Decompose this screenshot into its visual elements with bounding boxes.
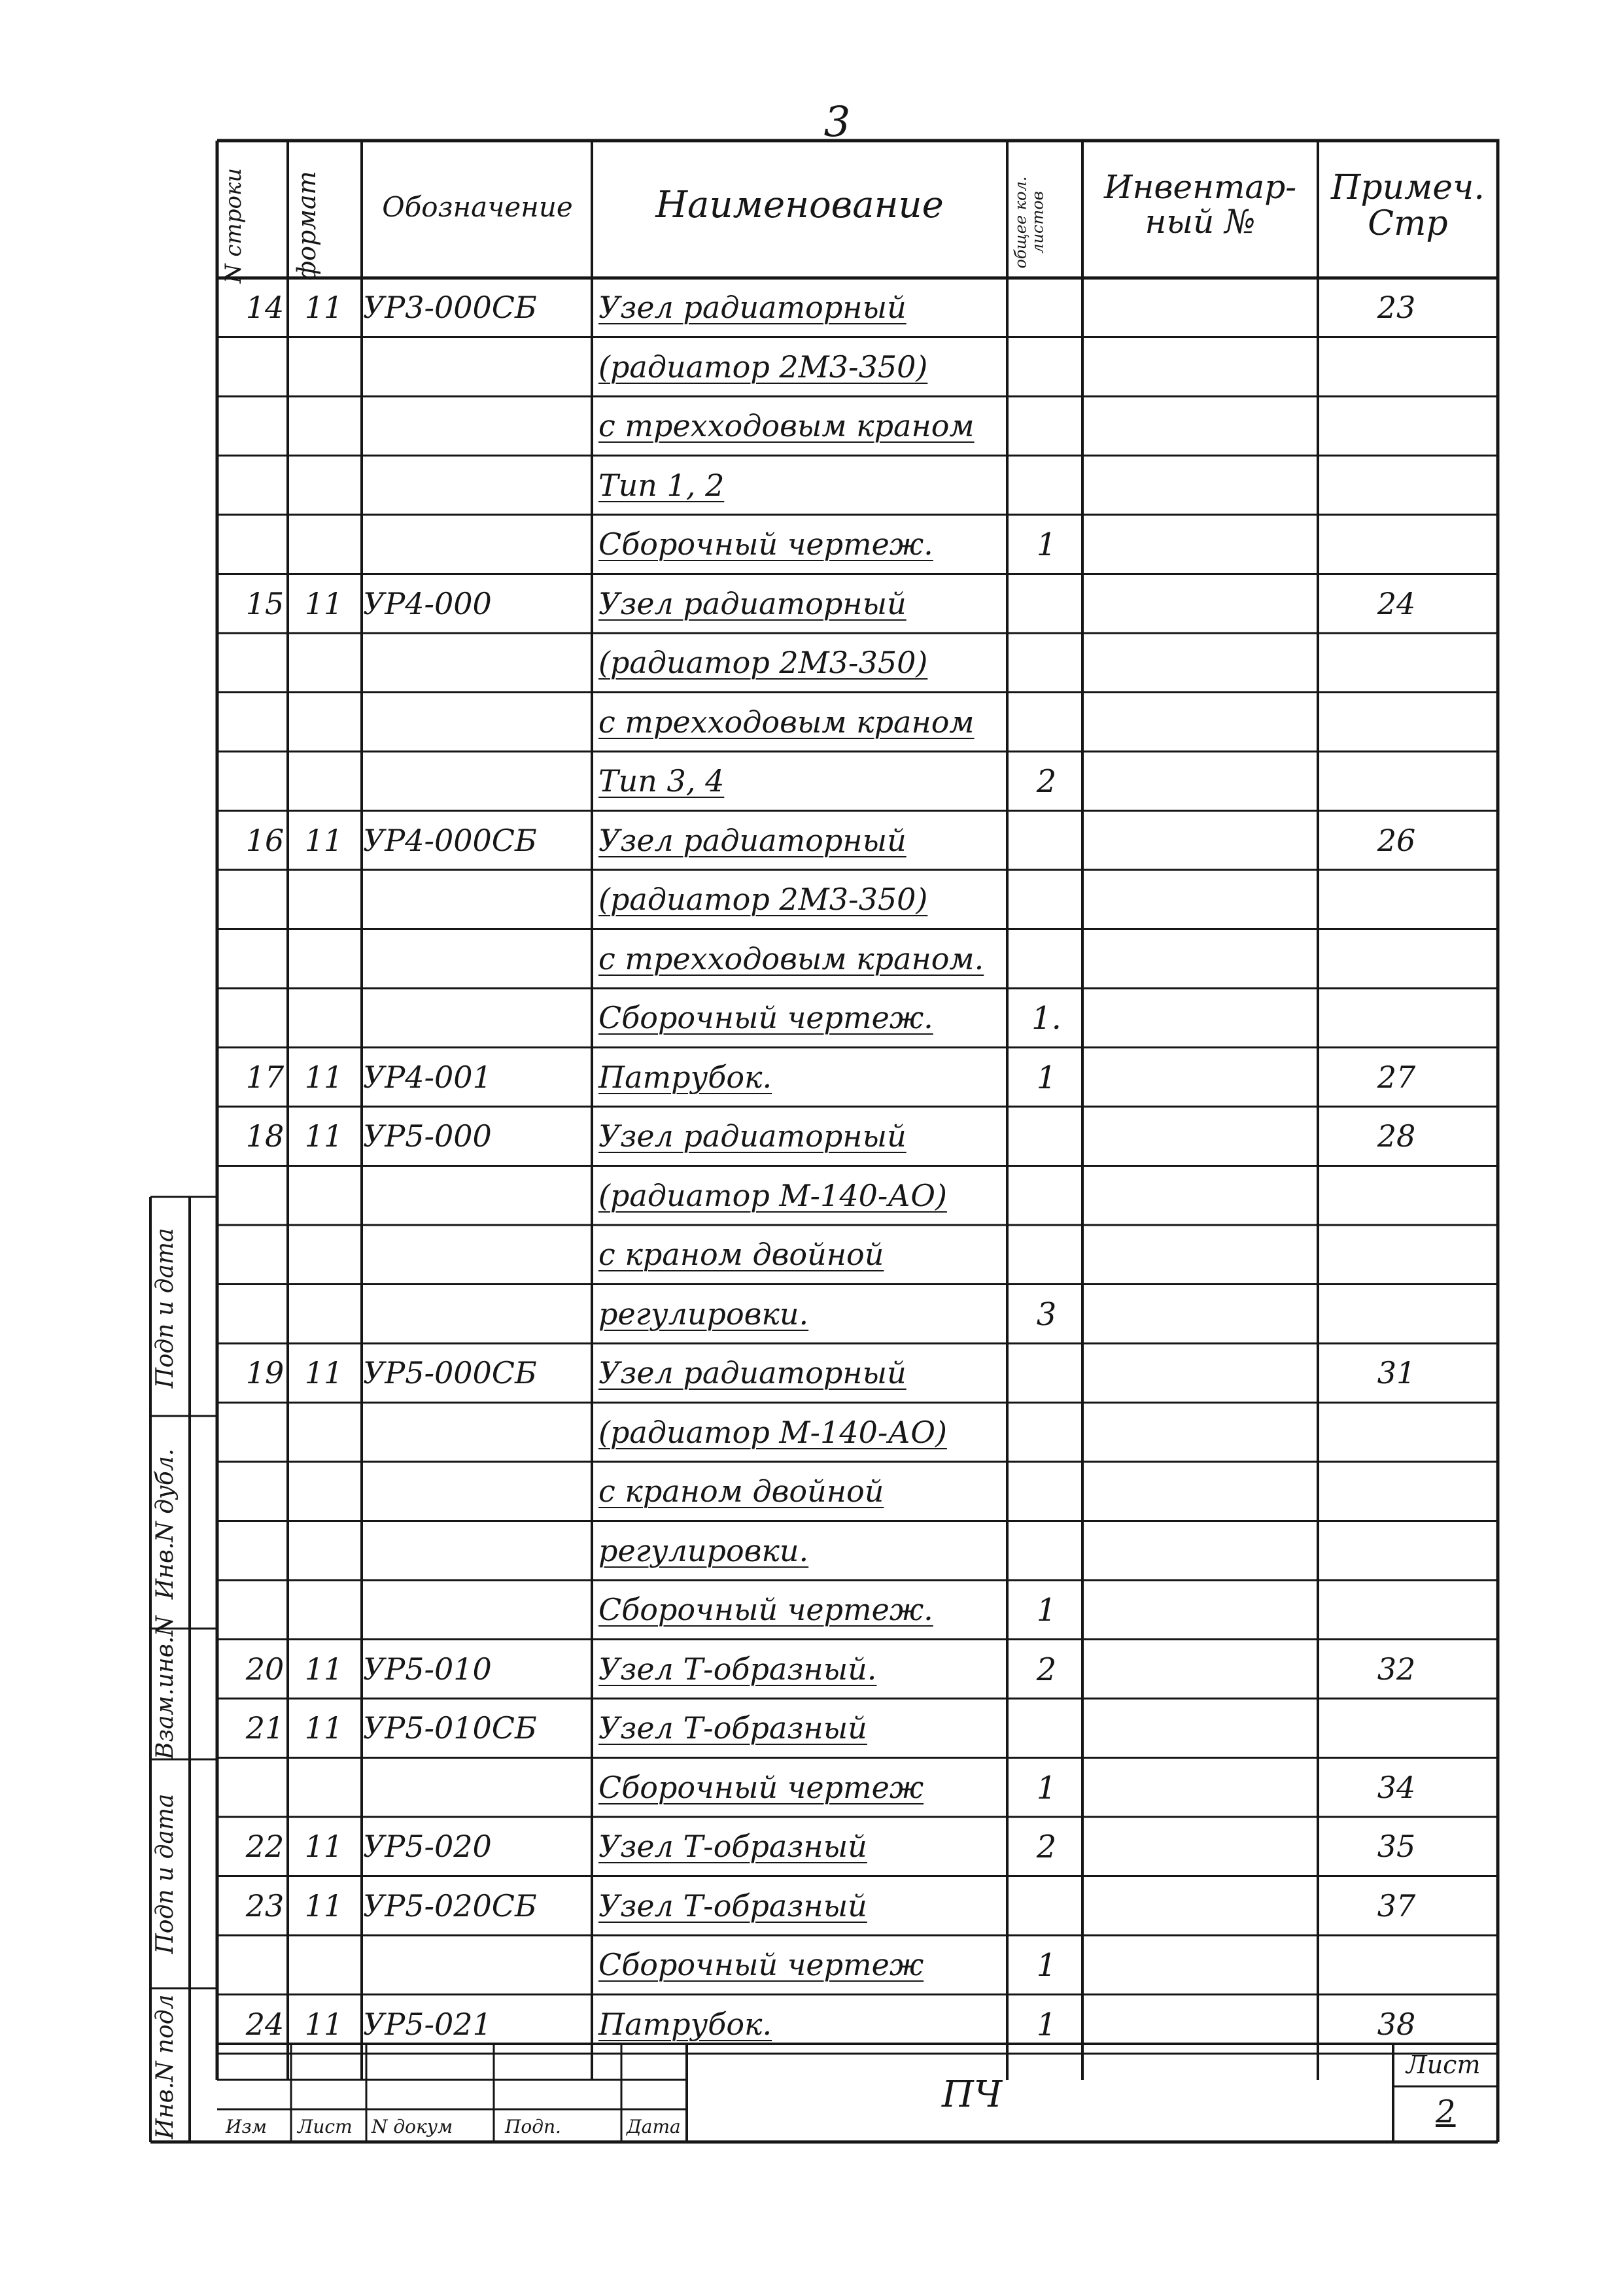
row-sheet-count: 2 xyxy=(1036,1651,1057,1688)
row-format: 11 xyxy=(304,1118,343,1154)
row-name: (радиатор 2М3-350) xyxy=(598,349,928,385)
row-designation: УР5-000СБ xyxy=(363,1355,537,1390)
row-name: Узел радиаторный xyxy=(598,1118,907,1154)
row-designation: УР5-021 xyxy=(363,2006,492,2042)
row-number: 20 xyxy=(245,1651,285,1687)
row-name: с трехходовым краном. xyxy=(598,940,984,976)
side-label-sign-date-1: Подп и дата xyxy=(152,1228,179,1389)
row-name: Узел Т-образный xyxy=(598,1888,867,1924)
row-name: Узел Т-образный. xyxy=(598,1651,877,1687)
row-name: (радиатор М-140-АО) xyxy=(598,1414,947,1450)
row-name: с трехходовым краном xyxy=(598,408,975,443)
row-note: 24 xyxy=(1377,585,1416,621)
header-name: Наименование xyxy=(655,184,944,226)
row-name: Узел радиаторный xyxy=(598,290,907,325)
stamp-ndokum: N докум xyxy=(371,2116,453,2137)
row-number: 23 xyxy=(245,1888,285,1924)
page-number: 3 xyxy=(823,98,851,147)
row-name: Тип 3, 4 xyxy=(598,763,725,799)
row-format: 11 xyxy=(304,1651,343,1687)
row-note: 27 xyxy=(1377,1059,1416,1095)
row-designation: УР4-001 xyxy=(363,1059,492,1095)
row-format: 11 xyxy=(304,585,343,621)
row-name: регулировки. xyxy=(598,1532,809,1568)
row-number: 17 xyxy=(245,1059,285,1095)
row-note: 32 xyxy=(1377,1651,1416,1687)
row-note: 26 xyxy=(1377,822,1416,858)
row-designation: УР4-000 xyxy=(363,585,492,621)
row-sheet-count: 1 xyxy=(1036,526,1057,563)
header-sheet-count: общее кол. листов xyxy=(1011,176,1047,269)
row-name: Сборочный чертеж. xyxy=(598,1000,933,1035)
row-format: 11 xyxy=(304,1829,343,1864)
row-name: Патрубок. xyxy=(598,2006,772,2042)
row-name: (радиатор М-140-АО) xyxy=(598,1177,947,1213)
row-name: Сборочный чертеж. xyxy=(598,526,933,562)
row-sheet-count: 1 xyxy=(1036,2006,1057,2043)
row-designation: УР3-000СБ xyxy=(363,290,537,325)
row-designation: УР5-020 xyxy=(363,1829,492,1864)
row-number: 24 xyxy=(245,2006,285,2042)
stamp-title: ПЧ xyxy=(942,2073,1003,2116)
row-name: (радиатор 2М3-350) xyxy=(598,882,928,917)
row-name: Узел радиаторный xyxy=(598,585,907,621)
row-name: Тип 1, 2 xyxy=(598,467,725,503)
row-note: 34 xyxy=(1377,1769,1416,1805)
row-name: Узел Т-образный xyxy=(598,1710,867,1746)
stamp-list: Лист xyxy=(298,2116,353,2137)
side-label-sign-date-2: Подп и дата xyxy=(152,1793,179,1954)
side-label-dup-inv: Инв.N дубл. xyxy=(152,1448,179,1600)
row-name: с краном двойной xyxy=(598,1474,884,1509)
row-note: 23 xyxy=(1377,290,1416,325)
row-designation: УР5-010СБ xyxy=(363,1710,537,1746)
row-number: 18 xyxy=(245,1118,285,1154)
row-sheet-count: 1 xyxy=(1036,1769,1057,1806)
row-sheet-count: 3 xyxy=(1036,1296,1057,1333)
row-name: Сборочный чертеж xyxy=(598,1769,924,1805)
side-label-orig-inv: Инв.N подл xyxy=(152,1994,179,2139)
side-label-replace-inv: Взам.инв.N xyxy=(152,1615,179,1759)
row-note: 31 xyxy=(1377,1355,1416,1390)
stamp-data: Дата xyxy=(627,2116,681,2137)
row-name: Сборочный чертеж xyxy=(598,1947,924,1982)
row-name: регулировки. xyxy=(598,1296,809,1332)
row-number: 19 xyxy=(245,1355,285,1390)
row-sheet-count: 1 xyxy=(1036,1059,1057,1096)
row-sheet-count: 1 xyxy=(1036,1592,1057,1629)
row-name: Узел радиаторный xyxy=(598,1355,907,1390)
header-inventory: Инвентар-ный № xyxy=(1103,168,1297,241)
row-number: 15 xyxy=(245,585,285,621)
row-format: 11 xyxy=(304,822,343,858)
row-number: 22 xyxy=(245,1829,285,1864)
stamp-sheet-value: 2 xyxy=(1436,2094,1456,2130)
row-format: 11 xyxy=(304,1355,343,1390)
row-name: Узел Т-образный xyxy=(598,1829,867,1864)
row-name: с трехходовым краном xyxy=(598,704,975,740)
row-name: Узел радиаторный xyxy=(598,822,907,858)
row-name: Патрубок. xyxy=(598,1059,772,1095)
row-name: (радиатор 2М3-350) xyxy=(598,645,928,680)
row-number: 14 xyxy=(245,290,285,325)
row-sheet-count: 1. xyxy=(1031,1000,1062,1037)
row-name: с краном двойной xyxy=(598,1237,884,1272)
row-designation: УР5-010 xyxy=(363,1651,492,1687)
row-sheet-count: 1 xyxy=(1036,1947,1057,1984)
stamp-izm: Изм xyxy=(226,2116,267,2137)
row-designation: УР5-000 xyxy=(363,1118,492,1154)
header-format: формат xyxy=(292,171,321,281)
stamp-sheet-label: Лист xyxy=(1406,2050,1481,2079)
row-note: 28 xyxy=(1377,1118,1416,1154)
row-format: 11 xyxy=(304,1059,343,1095)
row-number: 21 xyxy=(245,1710,285,1746)
header-note: Примеч. Стр xyxy=(1331,168,1485,243)
header-designation: Обозначение xyxy=(382,191,573,223)
row-sheet-count: 2 xyxy=(1036,1829,1057,1865)
row-format: 11 xyxy=(304,1710,343,1746)
row-format: 11 xyxy=(304,2006,343,2042)
row-number: 16 xyxy=(245,822,285,858)
row-designation: УР5-020СБ xyxy=(363,1888,537,1924)
stamp-podp: Подп. xyxy=(505,2116,561,2137)
row-note: 38 xyxy=(1377,2006,1416,2042)
row-note: 37 xyxy=(1377,1888,1416,1924)
row-sheet-count: 2 xyxy=(1036,763,1057,800)
row-note: 35 xyxy=(1377,1829,1416,1864)
row-name: Сборочный чертеж. xyxy=(598,1592,933,1627)
header-row-no: N строки xyxy=(220,167,247,284)
row-format: 11 xyxy=(304,290,343,325)
row-designation: УР4-000СБ xyxy=(363,822,537,858)
row-format: 11 xyxy=(304,1888,343,1924)
